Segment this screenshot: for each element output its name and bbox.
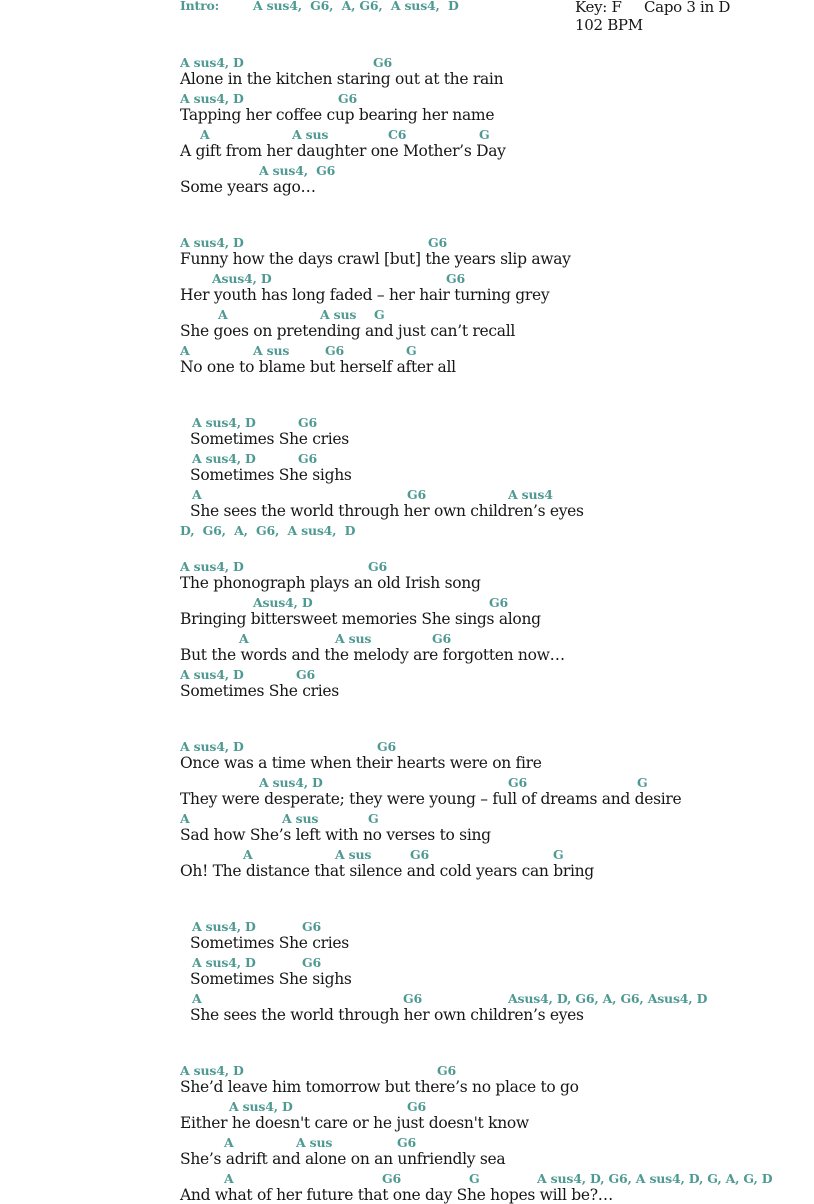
chord-label: G6 xyxy=(397,1135,416,1150)
lyric-line: Sometimes She sighs xyxy=(190,466,352,484)
chord-label: G6 xyxy=(432,631,451,646)
lyric-line: She’d leave him tomorrow but there’s no place to go xyxy=(180,1078,579,1096)
chord-label: A sus4, D, G6, A sus4, D, G, A, G, D xyxy=(537,1171,773,1186)
lyric-line: Sometimes She cries xyxy=(180,682,339,700)
lyric-line: Alone in the kitchen staring out at the rain xyxy=(180,70,504,88)
lyric-line: The phonograph plays an old Irish song xyxy=(180,574,481,592)
chord-label: G6 xyxy=(382,1171,401,1186)
chord-label: G6 xyxy=(338,91,357,106)
lyric-line: A gift from her daughter one Mother’s Day xyxy=(180,142,506,160)
chord-label: G6 xyxy=(302,919,321,934)
lyric-line: Bringing bittersweet memories She sings along xyxy=(180,610,541,628)
chord-label: G xyxy=(368,811,379,826)
lyric-line: She sees the world through her own children’s eyes xyxy=(190,1006,584,1024)
lyric-line: She sees the world through her own children’s eyes xyxy=(190,502,584,520)
lyric-line: Some years ago… xyxy=(180,178,316,196)
chord-label: A sus4, D xyxy=(180,559,244,574)
lyric-line: But the words and the melody are forgotten now… xyxy=(180,646,565,664)
lyric-line: Once was a time when their hearts were on fire xyxy=(180,754,542,772)
chord-label: G6 xyxy=(437,1063,456,1078)
lyric-line: Either he doesn't care or he just doesn't know xyxy=(180,1114,529,1132)
chord-label: G6 xyxy=(325,343,344,358)
lyric-line: Sad how She’s left with no verses to sing xyxy=(180,826,491,844)
chord-label: A sus4, G6 xyxy=(259,163,336,178)
chord-label: A xyxy=(243,847,253,862)
lyric-line: And what of her future that one day She hopes will be?… xyxy=(180,1186,613,1204)
chord-label: A sus4, D xyxy=(180,235,244,250)
intro-chords: A sus4, G6, A, G6, A sus4, D xyxy=(253,0,459,13)
chord-label: A sus xyxy=(296,1135,333,1150)
chord-label: A sus4, D xyxy=(180,667,244,682)
chord-label: A xyxy=(218,307,228,322)
chord-label: C6 xyxy=(388,127,407,142)
key-label: Key: F xyxy=(575,0,622,16)
chord-label: G6 xyxy=(298,451,317,466)
chord-label: G6 xyxy=(407,1099,426,1114)
chord-label: A sus4, D xyxy=(180,55,244,70)
chord-label: G6 xyxy=(302,955,321,970)
lyric-line: Oh! The distance that silence and cold years can bring xyxy=(180,862,594,880)
chord-label: G xyxy=(469,1171,480,1186)
chord-label: G xyxy=(479,127,490,142)
chord-label: G6 xyxy=(410,847,429,862)
lyric-line: She’s adrift and alone on an unfriendly sea xyxy=(180,1150,506,1168)
chord-label: Asus4, D, G6, A, G6, Asus4, D xyxy=(508,991,708,1006)
chord-label: Asus4, D xyxy=(253,595,313,610)
capo-label: Capo 3 in D xyxy=(644,0,731,16)
chord-label: A sus xyxy=(253,343,290,358)
lyric-line: She goes on pretending and just can’t recall xyxy=(180,322,516,340)
lyric-line: Sometimes She cries xyxy=(190,430,349,448)
chord-label: G xyxy=(553,847,564,862)
chord-label: A xyxy=(192,487,202,502)
chord-label: A xyxy=(200,127,210,142)
chord-label: G6 xyxy=(368,559,387,574)
chord-label: A xyxy=(224,1135,234,1150)
chord-label: A xyxy=(224,1171,234,1186)
chord-label: G6 xyxy=(407,487,426,502)
lyric-line: They were desperate; they were young – full of dreams and desire xyxy=(180,790,682,808)
chord-label: A sus4, D xyxy=(180,739,244,754)
lyric-line: Sometimes She sighs xyxy=(190,970,352,988)
lyric-line: Her youth has long faded – her hair turning grey xyxy=(180,286,550,304)
chord-label: G6 xyxy=(403,991,422,1006)
chord-label: A sus xyxy=(320,307,357,322)
chord-label: G xyxy=(406,343,417,358)
chord-label: G6 xyxy=(373,55,392,70)
chord-label: G6 xyxy=(489,595,508,610)
chord-label: G6 xyxy=(377,739,396,754)
chord-label: G6 xyxy=(446,271,465,286)
chord-label: A sus4, D xyxy=(192,451,256,466)
lyric-line: Funny how the days crawl [but] the years slip away xyxy=(180,250,571,268)
lyric-line: Sometimes She cries xyxy=(190,934,349,952)
lyric-line: Tapping her coffee cup bearing her name xyxy=(180,106,495,124)
chord-label: A xyxy=(180,343,190,358)
chord-label: A sus4 xyxy=(508,487,553,502)
chord-label: G6 xyxy=(428,235,447,250)
chord-label: A sus xyxy=(335,631,372,646)
intro-label: Intro: xyxy=(180,0,220,13)
chord-label: A sus4, D xyxy=(259,775,323,790)
chord-label: G6 xyxy=(298,415,317,430)
chord-label: A sus4, D xyxy=(192,415,256,430)
chord-label: A sus xyxy=(292,127,329,142)
chord-label: A sus xyxy=(282,811,319,826)
chord-label: A sus4, D xyxy=(192,919,256,934)
chord-label: Asus4, D xyxy=(212,271,272,286)
chord-label: G6 xyxy=(296,667,315,682)
bpm-label: 102 BPM xyxy=(575,16,643,34)
chord-label: A sus xyxy=(335,847,372,862)
chord-label: G xyxy=(374,307,385,322)
chord-label: A xyxy=(192,991,202,1006)
chord-label: A sus4, D xyxy=(192,955,256,970)
chord-label: A sus4, D xyxy=(180,1063,244,1078)
chord-label: A xyxy=(180,811,190,826)
chord-label: A sus4, D xyxy=(180,91,244,106)
chord-label: G xyxy=(637,775,648,790)
chord-label: G6 xyxy=(508,775,527,790)
lyric-line: No one to blame but herself after all xyxy=(180,358,456,376)
chord-label: D, G6, A, G6, A sus4, D xyxy=(180,523,356,538)
chord-label: A sus4, D xyxy=(229,1099,293,1114)
chord-label: A xyxy=(239,631,249,646)
